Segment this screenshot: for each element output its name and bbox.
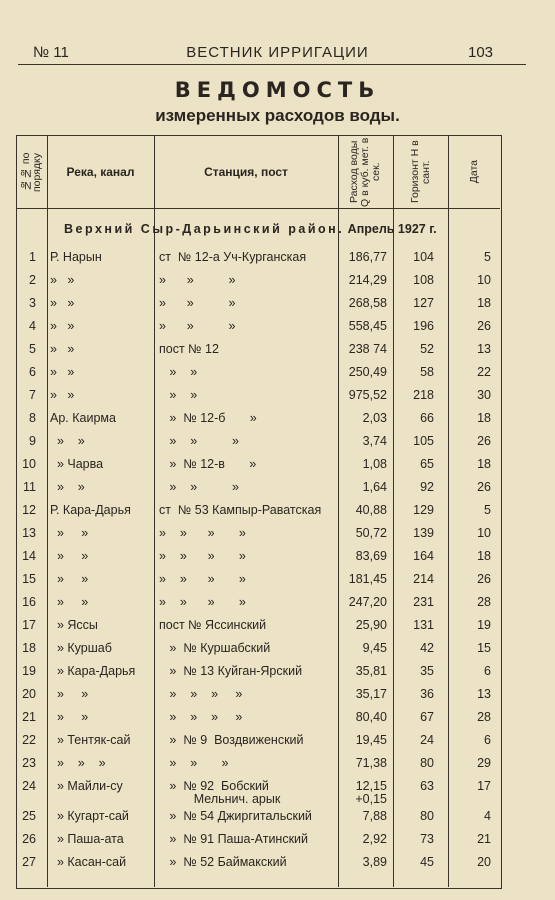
- discharge-cell: 3,89: [362, 855, 387, 869]
- table-header: [17, 136, 500, 209]
- discharge-cell: 238 74: [348, 342, 387, 356]
- station-cell: » » »: [159, 756, 229, 770]
- gauge-cell: 231: [413, 595, 434, 609]
- row-number: 9: [29, 434, 36, 448]
- date-cell: 17: [477, 779, 491, 793]
- discharge-cell: 9,45: [362, 641, 387, 655]
- date-cell: 29: [477, 756, 491, 770]
- date-cell: 13: [477, 687, 491, 701]
- river-cell: » »: [50, 549, 89, 563]
- row-number: 13: [22, 526, 36, 540]
- discharge-cell: 7,88: [362, 809, 387, 823]
- station-cell: » » » »: [159, 549, 246, 563]
- col-header-num: №№ по порядку: [20, 152, 43, 192]
- station-cell: » № 12-в »: [159, 457, 257, 471]
- date-cell: 5: [484, 250, 491, 264]
- row-number: 27: [22, 855, 36, 869]
- section-heading: [0, 222, 555, 236]
- discharge-cell: 12,15: [355, 779, 387, 793]
- row-number: 12: [22, 503, 36, 517]
- river-cell: » »: [50, 296, 75, 310]
- station-cell: » № Куршабский: [159, 641, 271, 655]
- discharge-cell: 83,69: [355, 549, 387, 563]
- date-cell: 26: [477, 572, 491, 586]
- date-cell: 4: [484, 809, 491, 823]
- river-cell: » »: [50, 434, 85, 448]
- discharge-cell: 181,45: [348, 572, 387, 586]
- river-cell: » Чарва: [50, 457, 104, 471]
- station-cell: » » »: [159, 319, 236, 333]
- station-cell: » » » »: [159, 687, 243, 701]
- date-cell: 10: [477, 526, 491, 540]
- gauge-cell: 196: [413, 319, 434, 333]
- discharge-cell: 3,74: [362, 434, 387, 448]
- discharge-cell: 2,03: [362, 411, 387, 425]
- station-cell: » »: [159, 365, 198, 379]
- col-header-river: Река, канал: [66, 165, 135, 179]
- river-cell: » Касан-сай: [50, 855, 127, 869]
- gauge-cell: 80: [420, 809, 434, 823]
- row-number: 2: [29, 273, 36, 287]
- station-cell: » » » »: [159, 595, 246, 609]
- station-cell: » № 92 Бобский: [159, 779, 269, 793]
- row-number: 7: [29, 388, 36, 402]
- discharge-cell: 250,49: [348, 365, 387, 379]
- date-cell: 6: [484, 733, 491, 747]
- river-cell: » Тентяк-сай: [50, 733, 131, 747]
- river-cell: » Кара-Дарья: [50, 664, 136, 678]
- date-cell: 18: [477, 411, 491, 425]
- date-cell: 28: [477, 710, 491, 724]
- river-cell: » Кугарт-сай: [50, 809, 129, 823]
- river-cell: » »: [50, 273, 75, 287]
- gauge-cell: 104: [413, 250, 434, 264]
- row-number: 19: [22, 664, 36, 678]
- date-cell: 20: [477, 855, 491, 869]
- discharge-cell: 71,38: [355, 756, 387, 770]
- running-header: [0, 44, 555, 64]
- gauge-cell: 36: [420, 687, 434, 701]
- row-number: 6: [29, 365, 36, 379]
- discharge-cell: 186,77: [348, 250, 387, 264]
- document-title: ВЕДОМОСТЬ: [174, 78, 381, 102]
- row-number: 5: [29, 342, 36, 356]
- issue-number: № 11: [33, 44, 69, 61]
- gauge-cell: 65: [420, 457, 434, 471]
- discharge-cell: 558,45: [348, 319, 387, 333]
- river-cell: Р. Нарын: [50, 250, 102, 264]
- date-cell: 22: [477, 365, 491, 379]
- gauge-cell: 129: [413, 503, 434, 517]
- station-cell: ст № 12-а Уч-Курганская: [159, 250, 307, 264]
- col-divider: [154, 136, 155, 887]
- river-cell: » »: [50, 710, 89, 724]
- date-cell: 26: [477, 319, 491, 333]
- col-header-gauge: Горизонт H в сант.: [408, 140, 432, 204]
- river-cell: » » »: [50, 756, 106, 770]
- station-cell: » № 91 Паша-Атинский: [159, 832, 309, 846]
- station-cell: » № 52 Баймакский: [159, 855, 287, 869]
- gauge-cell: 73: [420, 832, 434, 846]
- row-number: 21: [22, 710, 36, 724]
- gauge-cell: 42: [420, 641, 434, 655]
- section-month: Апрель 1927 г.: [347, 222, 437, 236]
- date-cell: 26: [477, 480, 491, 494]
- row-number: 14: [22, 549, 36, 563]
- river-cell: » »: [50, 687, 89, 701]
- gauge-cell: 105: [413, 434, 434, 448]
- station-cell: » № 13 Куйган-Ярский: [159, 664, 303, 678]
- river-cell: Ар. Каирма: [50, 411, 116, 425]
- station-cell: » № 54 Джиргитальский: [159, 809, 312, 823]
- station-cell: » » »: [159, 296, 236, 310]
- gauge-cell: 58: [420, 365, 434, 379]
- row-number: 3: [29, 296, 36, 310]
- date-cell: 18: [477, 296, 491, 310]
- gauge-cell: 80: [420, 756, 434, 770]
- discharge-cell: 50,72: [355, 526, 387, 540]
- gauge-cell: 24: [420, 733, 434, 747]
- discharge-cell: 247,20: [348, 595, 387, 609]
- date-cell: 10: [477, 273, 491, 287]
- discharge-cell: 1,08: [362, 457, 387, 471]
- station-cell: ст № 53 Кампыр-Раватская: [159, 503, 322, 517]
- gauge-cell: 45: [420, 855, 434, 869]
- gauge-cell: 214: [413, 572, 434, 586]
- header-rule: [18, 64, 526, 65]
- discharge-cell-line2: +0,15: [355, 792, 387, 806]
- row-number: 18: [22, 641, 36, 655]
- station-cell: пост № 12: [159, 342, 219, 356]
- river-cell: » »: [50, 342, 75, 356]
- date-cell: 26: [477, 434, 491, 448]
- station-cell-line2: Мельнич. арык: [159, 792, 281, 806]
- row-number: 11: [23, 480, 36, 494]
- discharge-cell: 975,52: [348, 388, 387, 402]
- discharge-cell: 35,81: [355, 664, 387, 678]
- date-cell: 30: [477, 388, 491, 402]
- gauge-cell: 108: [413, 273, 434, 287]
- discharge-cell: 268,58: [348, 296, 387, 310]
- journal-title: ВЕСТНИК ИРРИГАЦИИ: [186, 44, 369, 61]
- row-number: 8: [29, 411, 36, 425]
- date-cell: 13: [477, 342, 491, 356]
- gauge-cell: 139: [413, 526, 434, 540]
- col-divider: [47, 136, 48, 887]
- date-cell: 21: [477, 832, 491, 846]
- section-label: Верхний Сыр-Дарьинский район.: [64, 222, 345, 236]
- station-cell: » » »: [159, 434, 239, 448]
- discharge-cell: 214,29: [348, 273, 387, 287]
- col-header-discharge: Расход воды Q в куб. мет. в сек.: [348, 137, 382, 207]
- row-number: 25: [22, 809, 36, 823]
- row-number: 23: [22, 756, 36, 770]
- river-cell: » »: [50, 480, 85, 494]
- row-number: 1: [29, 250, 36, 264]
- gauge-cell: 67: [420, 710, 434, 724]
- discharge-cell: 40,88: [355, 503, 387, 517]
- river-cell: » Куршаб: [50, 641, 112, 655]
- row-number: 17: [22, 618, 36, 632]
- discharge-cell: 80,40: [355, 710, 387, 724]
- station-cell: » № 9 Воздвиженский: [159, 733, 304, 747]
- gauge-cell: 66: [420, 411, 434, 425]
- date-cell: 5: [484, 503, 491, 517]
- page-number: 103: [468, 44, 494, 61]
- row-number: 15: [22, 572, 36, 586]
- discharge-cell: 25,90: [355, 618, 387, 632]
- station-cell: » »: [159, 388, 198, 402]
- row-number: 16: [22, 595, 36, 609]
- col-header-date: Дата: [467, 160, 480, 184]
- gauge-cell: 218: [413, 388, 434, 402]
- document-subtitle: измеренных расходов воды.: [155, 106, 400, 125]
- date-cell: 28: [477, 595, 491, 609]
- date-cell: 19: [477, 618, 491, 632]
- river-cell: » »: [50, 319, 75, 333]
- discharge-cell: 35,17: [355, 687, 387, 701]
- river-cell: » Яссы: [50, 618, 98, 632]
- discharge-cell: 2,92: [362, 832, 387, 846]
- station-cell: » » » »: [159, 526, 246, 540]
- station-cell: пост № Яссинский: [159, 618, 267, 632]
- row-number: 26: [22, 832, 36, 846]
- row-number: 4: [29, 319, 36, 333]
- row-number: 24: [22, 779, 36, 793]
- station-cell: » » » »: [159, 710, 243, 724]
- station-cell: » № 12-б »: [159, 411, 257, 425]
- discharge-cell: 19,45: [355, 733, 387, 747]
- gauge-cell: 127: [413, 296, 434, 310]
- gauge-cell: 52: [420, 342, 434, 356]
- gauge-cell: 92: [420, 480, 434, 494]
- gauge-cell: 63: [420, 779, 434, 793]
- col-header-station: Станция, пост: [204, 165, 288, 179]
- gauge-cell: 35: [420, 664, 434, 678]
- row-number: 20: [22, 687, 36, 701]
- date-cell: 18: [477, 457, 491, 471]
- river-cell: » »: [50, 595, 89, 609]
- date-cell: 6: [484, 664, 491, 678]
- river-cell: » »: [50, 388, 75, 402]
- gauge-cell: 131: [413, 618, 434, 632]
- river-cell: » »: [50, 572, 89, 586]
- gauge-cell: 164: [413, 549, 434, 563]
- river-cell: » Паша-ата: [50, 832, 124, 846]
- station-cell: » » »: [159, 480, 239, 494]
- river-cell: » »: [50, 365, 75, 379]
- river-cell: Р. Кара-Дарья: [50, 503, 131, 517]
- date-cell: 15: [477, 641, 491, 655]
- row-number: 10: [22, 457, 36, 471]
- river-cell: » »: [50, 526, 89, 540]
- date-cell: 18: [477, 549, 491, 563]
- row-number: 22: [22, 733, 36, 747]
- station-cell: » » »: [159, 273, 236, 287]
- discharge-cell: 1,64: [362, 480, 387, 494]
- station-cell: » » » »: [159, 572, 246, 586]
- river-cell: » Майли-су: [50, 779, 123, 793]
